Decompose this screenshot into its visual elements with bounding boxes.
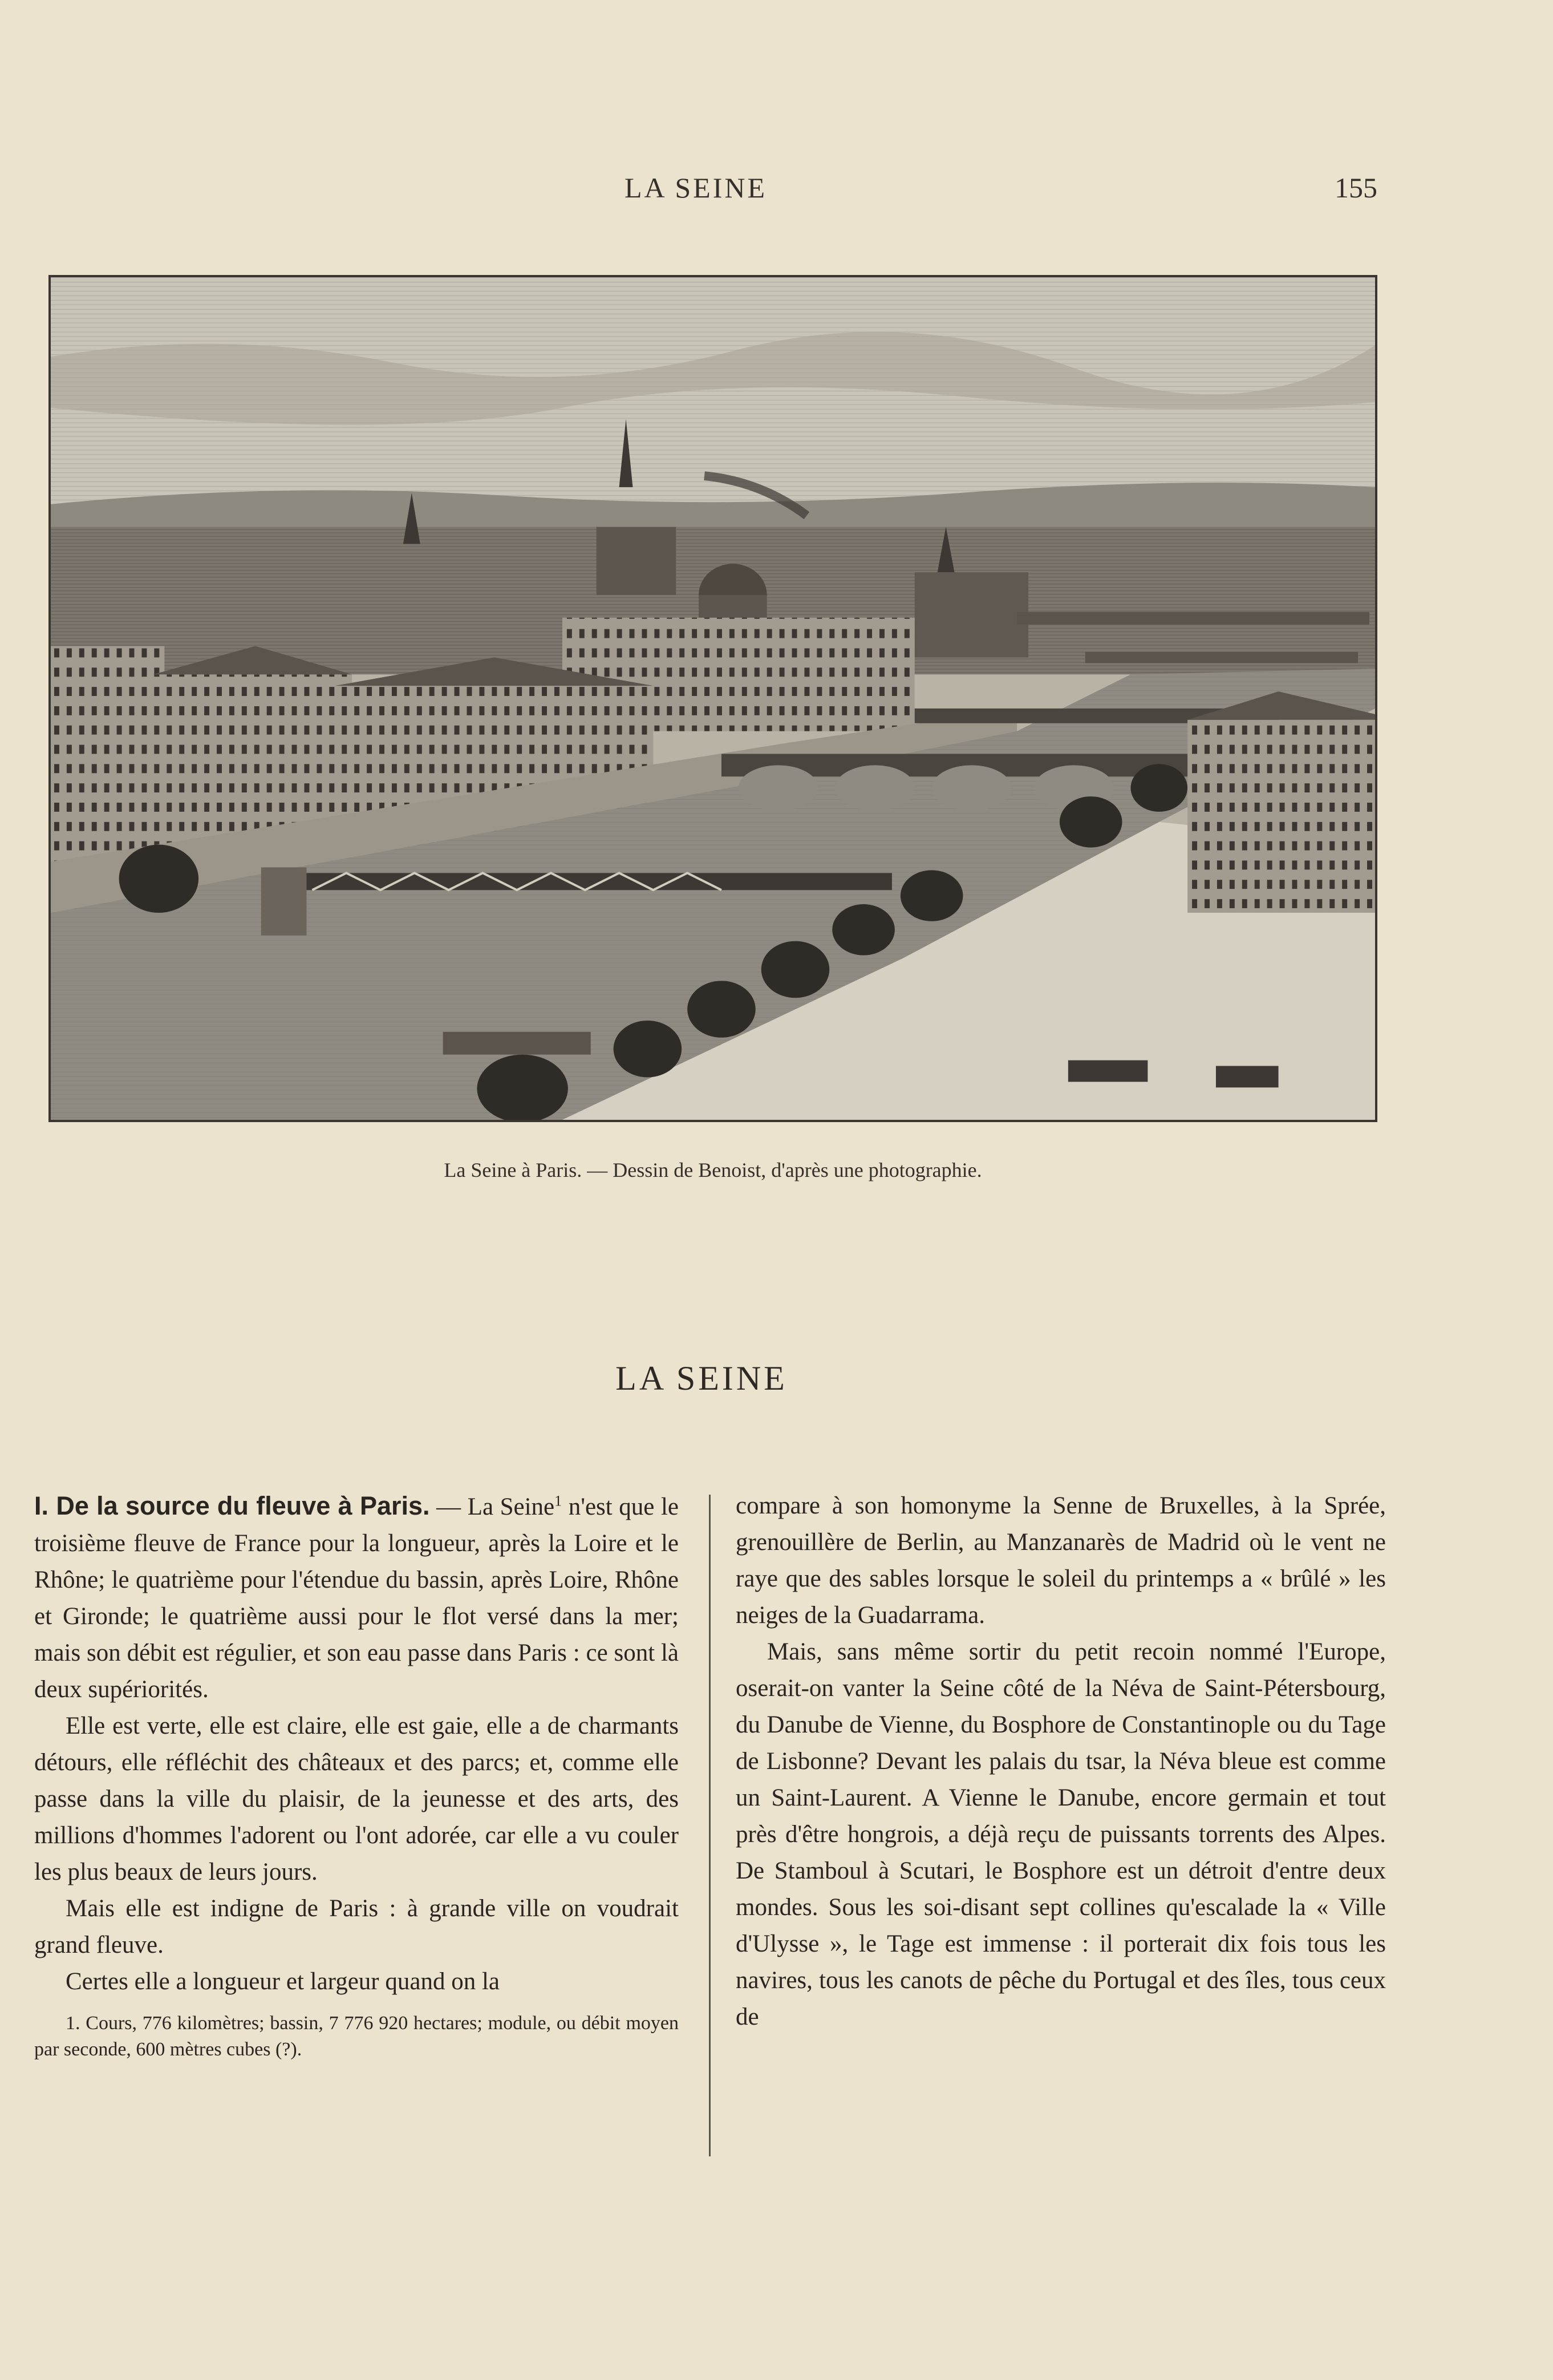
footnote: 1. Cours, 776 kilomètres; bassin, 7 776 920 hectares; module, ou débit moyen par seconde, 600 mètres cubes (?).	[34, 2013, 679, 2060]
text-column-left	[34, 1488, 679, 2063]
footnote-marker: 1	[554, 1492, 562, 1509]
paragraph-5: compare à son homonyme la Senne de Bruxelles, à la Sprée, grenouillère de Berlin, au Manzanarès de Madrid où le vent ne raye que des sables lorsque le soleil du printemps a « brûlé » les neiges de la Guadarrama.	[736, 1492, 1386, 1629]
column-divider	[709, 1495, 711, 2156]
paragraph-1-dash: — La Seine	[429, 1493, 555, 1520]
paragraph-4: Certes elle a longueur et largeur quand on la	[66, 1968, 500, 1995]
paragraph-6: Mais, sans même sortir du petit recoin nommé l'Europe, oserait-on vanter la Seine côté de la Néva de Saint-Pétersbourg, du Danube de Vienne, du Bosphore de Constantinople ou du Tage de Lisbonne? Devant les palais du tsar, la Néva bleue est comme un Saint-Laurent. A Vienne le Danube, encore germain et tout près d'être hongrois, a déjà reçu de puissants torrents des Alpes. De Stamboul à Scutari, le Bosphore est un détroit d'entre deux mondes. Sous les soi-disant sept collines qu'escalade la « Ville d'Ulysse », le Tage est immense : il porterait dix fois tous les navires, tous les canots de pêche du Portugal et des îles, tous ceux de	[736, 1638, 1386, 2030]
paragraph-2: Elle est verte, elle est claire, elle est gaie, elle a de charmants détours, elle réfléchit des châteaux et des parcs; et, comme elle passe dans la ville du plaisir, de la jeunesse et des arts, des millions d'hommes l'adorent ou l'ont adorée, car elle a vu couler les plus beaux de leurs jours.	[34, 1713, 679, 1885]
page-number: 155	[1335, 172, 1377, 204]
figure-caption: La Seine à Paris. — Dessin de Benoist, d'après une photographie.	[444, 1159, 982, 1181]
section-heading-inline: I. De la source du fleuve à Paris.	[34, 1491, 430, 1520]
section-title: LA SEINE	[615, 1359, 788, 1397]
text-column-right	[736, 1488, 1386, 2035]
running-title: LA SEINE	[624, 172, 768, 204]
paragraph-1-text: n'est que le troisième fleuve de France pour la longueur, après la Loire et le Rhône; le quatrième pour l'étendue du bassin, après Loire, Rhône et Gironde; le quatrième aussi pour le flot versé dans la mer; mais son débit est régulier, et son eau passe dans Paris : ce sont là deux supériorités.	[34, 1493, 679, 1703]
paragraph-1	[34, 1488, 679, 1708]
paragraph-3: Mais elle est indigne de Paris : à grande ville on voudrait grand fleuve.	[34, 1895, 679, 1958]
engraving-paris-seine	[51, 277, 1375, 1120]
engraving-illustration	[48, 275, 1377, 1122]
